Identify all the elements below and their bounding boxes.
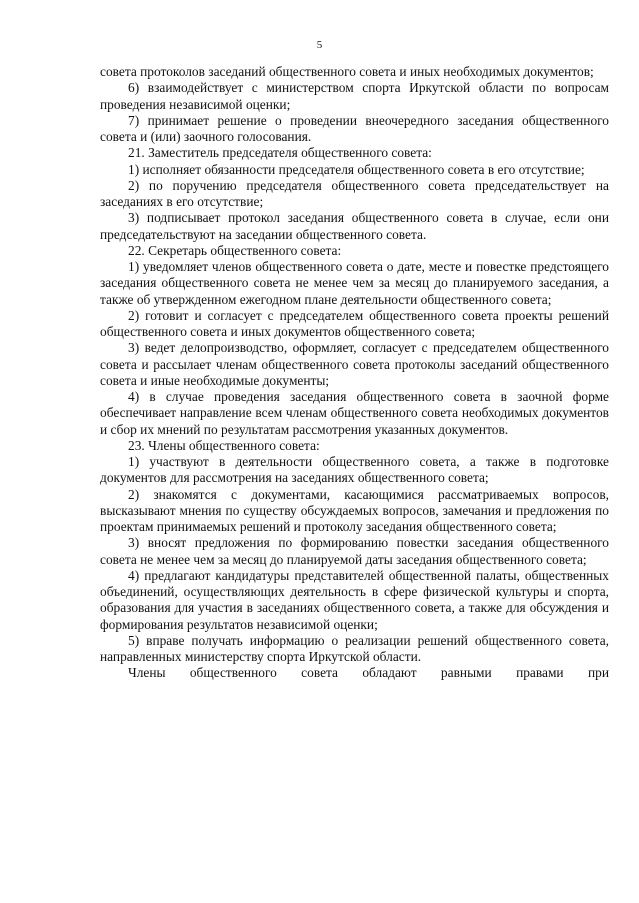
document-body <box>100 64 609 682</box>
paragraph: совета протоколов заседаний общественного совета и иных необходимых документов; <box>100 64 594 79</box>
paragraph: 3) ведет делопроизводство, оформляет, согласует с председателем общественного совета и рассылает членам общественного совета протоколы заседаний общественного совета и иные необходимые документы; <box>100 340 609 388</box>
paragraph: 4) в случае проведения заседания общественного совета в заочной форме обеспечивает направление всем членам общественного совета необходимых документов и сбор их мнений по результатам рассмотрения указанных документов. <box>100 389 609 437</box>
paragraph: 3) вносят предложения по формированию повестки заседания общественного совета не менее чем за месяц до планируемой даты заседания общественного совета; <box>100 535 609 567</box>
paragraph: 2) знакомятся с документами, касающимися рассматриваемых вопросов, высказывают мнения по существу обсуждаемых вопросов, замечания и предложения по проектам принимаемых решений и протоколу заседания общественного совета; <box>100 486 609 534</box>
paragraph: 1) уведомляет членов общественного совета о дате, месте и повестке предстоящего заседания общественного совета не менее чем за месяц до планируемого заседания, а также об утвержденном ежегодном плане деятельности общественного совета; <box>100 259 609 307</box>
paragraph: 4) предлагают кандидатуры представителей общественной палаты, общественных объединений, осуществляющих деятельность в сфере физической культуры и спорта, образования для участия в заседаниях общественного совета, а также для обсуждения и формирования результатов независимой оценки; <box>100 567 609 632</box>
page-number: 5 <box>316 39 323 51</box>
paragraph: 23. Члены общественного совета: <box>128 437 320 453</box>
paragraph: 22. Секретарь общественного совета: <box>128 242 342 258</box>
paragraph: 21. Заместитель председателя общественного совета: <box>128 145 432 161</box>
paragraph: 7) принимает решение о проведении внеочередного заседания общественного совета и (или) заочного голосования. <box>100 112 609 144</box>
paragraph: 3) подписывает протокол заседания общественного совета в случае, если они председательствуют на заседании общественного совета. <box>100 210 609 242</box>
paragraph: 1) участвуют в деятельности общественного совета, а также в подготовке документов для рассмотрения на заседаниях общественного совета; <box>100 454 609 486</box>
paragraph: 2) по поручению председателя общественного совета председательствует на заседаниях в его отсутствие; <box>100 177 609 209</box>
paragraph: 6) взаимодействует с министерством спорта Иркутской области по вопросам проведения независимой оценки; <box>100 80 609 112</box>
paragraph: 2) готовит и согласует с председателем общественного совета проекты решений общественного совета и иных документов общественного совета; <box>100 307 609 339</box>
paragraph: 5) вправе получать информацию о реализации решений общественного совета, направленных министерству спорта Иркутской области. <box>100 632 609 664</box>
paragraph: 1) исполняет обязанности председателя общественного совета в его отсутствие; <box>128 161 585 177</box>
paragraph: Члены общественного совета обладают равными правами при <box>128 665 609 681</box>
